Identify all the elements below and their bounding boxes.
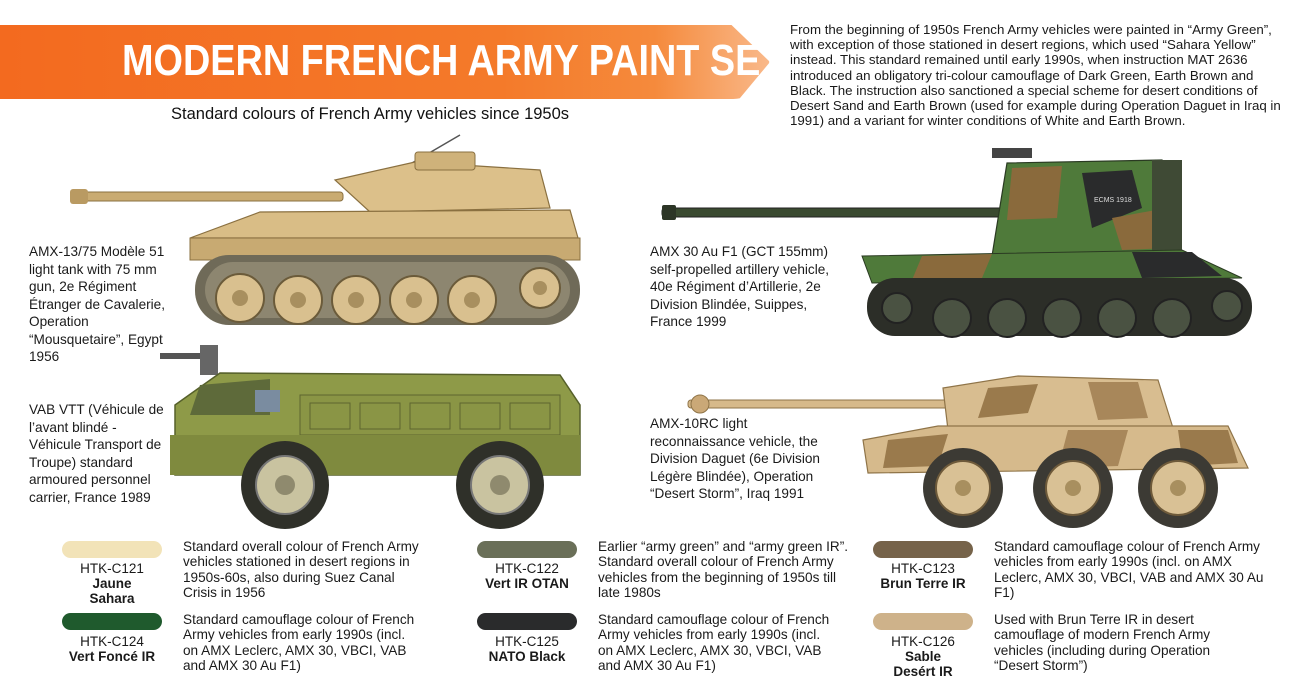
paint-desc-htk-c121: Standard overall colour of French Army vehicles stationed in desert regions in 1950s-60s, also during Suez Canal Crisis in 1956: [183, 539, 419, 600]
paint-htk-c123: [868, 561, 978, 591]
paint-code: HTK-C122: [495, 561, 559, 576]
paint-code: HTK-C124: [80, 634, 144, 649]
swatch-htk-c123: [873, 541, 973, 558]
page-title: MODERN FRENCH ARMY PAINT SET: [122, 36, 784, 85]
paint-htk-c121: [57, 561, 167, 606]
paint-desc-htk-c124: Standard camouflage colour of French Army vehicles from early 1990s (incl. on AMX Leclerc, AMX 30, VBCI, VAB and AMX 30 Au F1): [183, 612, 415, 673]
page-subtitle: Standard colours of French Army vehicles since 1950s: [171, 105, 570, 123]
paint-desc-htk-c123: Standard camouflage colour of French Army vehicles from early 1990s (incl. on AMX Leclerc, AMX 30, VBCI, VAB and AMX 30 Au F1): [994, 539, 1264, 600]
caption-amx10rc: AMX-10RC light reconnaissance vehicle, the Division Daguet (6e Division Légère Blindée), Operation “Desert Storm”, Iraq 1991: [650, 416, 820, 501]
paint-htk-c126: [868, 634, 978, 679]
swatch-htk-c126: [873, 613, 973, 630]
paint-htk-c125: [472, 634, 582, 664]
caption-amx30: AMX 30 Au F1 (GCT 155mm) self-propelled artillery vehicle, 40e Régiment d’Artillerie, 2e Division Blindée, Suippes, France 1999: [650, 244, 830, 329]
paint-name: Vert IR OTAN: [485, 576, 569, 591]
paint-desc-htk-c122: Earlier “army green” and “army green IR”. Standard overall colour of French Army vehicles from the beginning of 1950s till late 1980s: [598, 539, 849, 600]
paint-desc-htk-c125: Standard camouflage colour of French Army vehicles from early 1990s (incl. on AMX Leclerc, AMX 30, VBCI, VAB and AMX 30 Au F1): [598, 612, 830, 673]
amx13-illustration: [70, 130, 590, 345]
paint-name: Jaune Sahara: [89, 576, 135, 606]
paint-name: Vert Foncé IR: [68, 649, 156, 664]
paint-desc-htk-c126: Used with Brun Terre IR in desert camouflage of modern French Army vehicles (including during Operation “Desert Storm”): [994, 612, 1211, 673]
swatch-htk-c121: [62, 541, 162, 558]
paint-htk-c122: [472, 561, 582, 591]
swatch-htk-c125: [477, 613, 577, 630]
swatch-htk-c124: [62, 613, 162, 630]
paint-code: HTK-C121: [80, 561, 144, 576]
paint-code: HTK-C125: [495, 634, 559, 649]
gun-marking: ECMS 1918: [1094, 197, 1132, 204]
amx10rc-illustration: [688, 358, 1263, 533]
amx30-illustration: [662, 148, 1262, 343]
paint-name: NATO Black: [488, 649, 566, 664]
paint-name: Sable Desért IR: [893, 649, 953, 679]
intro-text: From the beginning of 1950s French Army vehicles were painted in “Army Green”, with exception of those stationed in desert regions, which used “Sahara Yellow” instead. This standard remained until early 1990s, when instruction MAT 2636 introduced an obligatory tri-colour camouflage of Dark Green, Earth Brown and Black. The instruction also sanctioned a special scheme for desert conditions of Desert Sand and Earth Brown (used for example during Operation Daguet in Iraq in 1991) and a variant for winter conditions of White and Earth Brown.: [790, 22, 1281, 129]
paint-code: HTK-C126: [891, 634, 955, 649]
paint-htk-c124: [52, 634, 172, 664]
swatch-htk-c122: [477, 541, 577, 558]
vab-illustration: [160, 345, 590, 535]
caption-vab: VAB VTT (Véhicule de l’avant blindé - Véhicule Transport de Troupe) standard armoured personnel carrier, France 1989: [29, 402, 164, 505]
paint-code: HTK-C123: [891, 561, 955, 576]
caption-amx13: AMX-13/75 Modèle 51 light tank with 75 mm gun, 2e Régiment Étranger de Cavalerie, Operation “Mousquetaire”, Egypt 1956: [29, 244, 166, 364]
paint-name: Brun Terre IR: [880, 576, 966, 591]
